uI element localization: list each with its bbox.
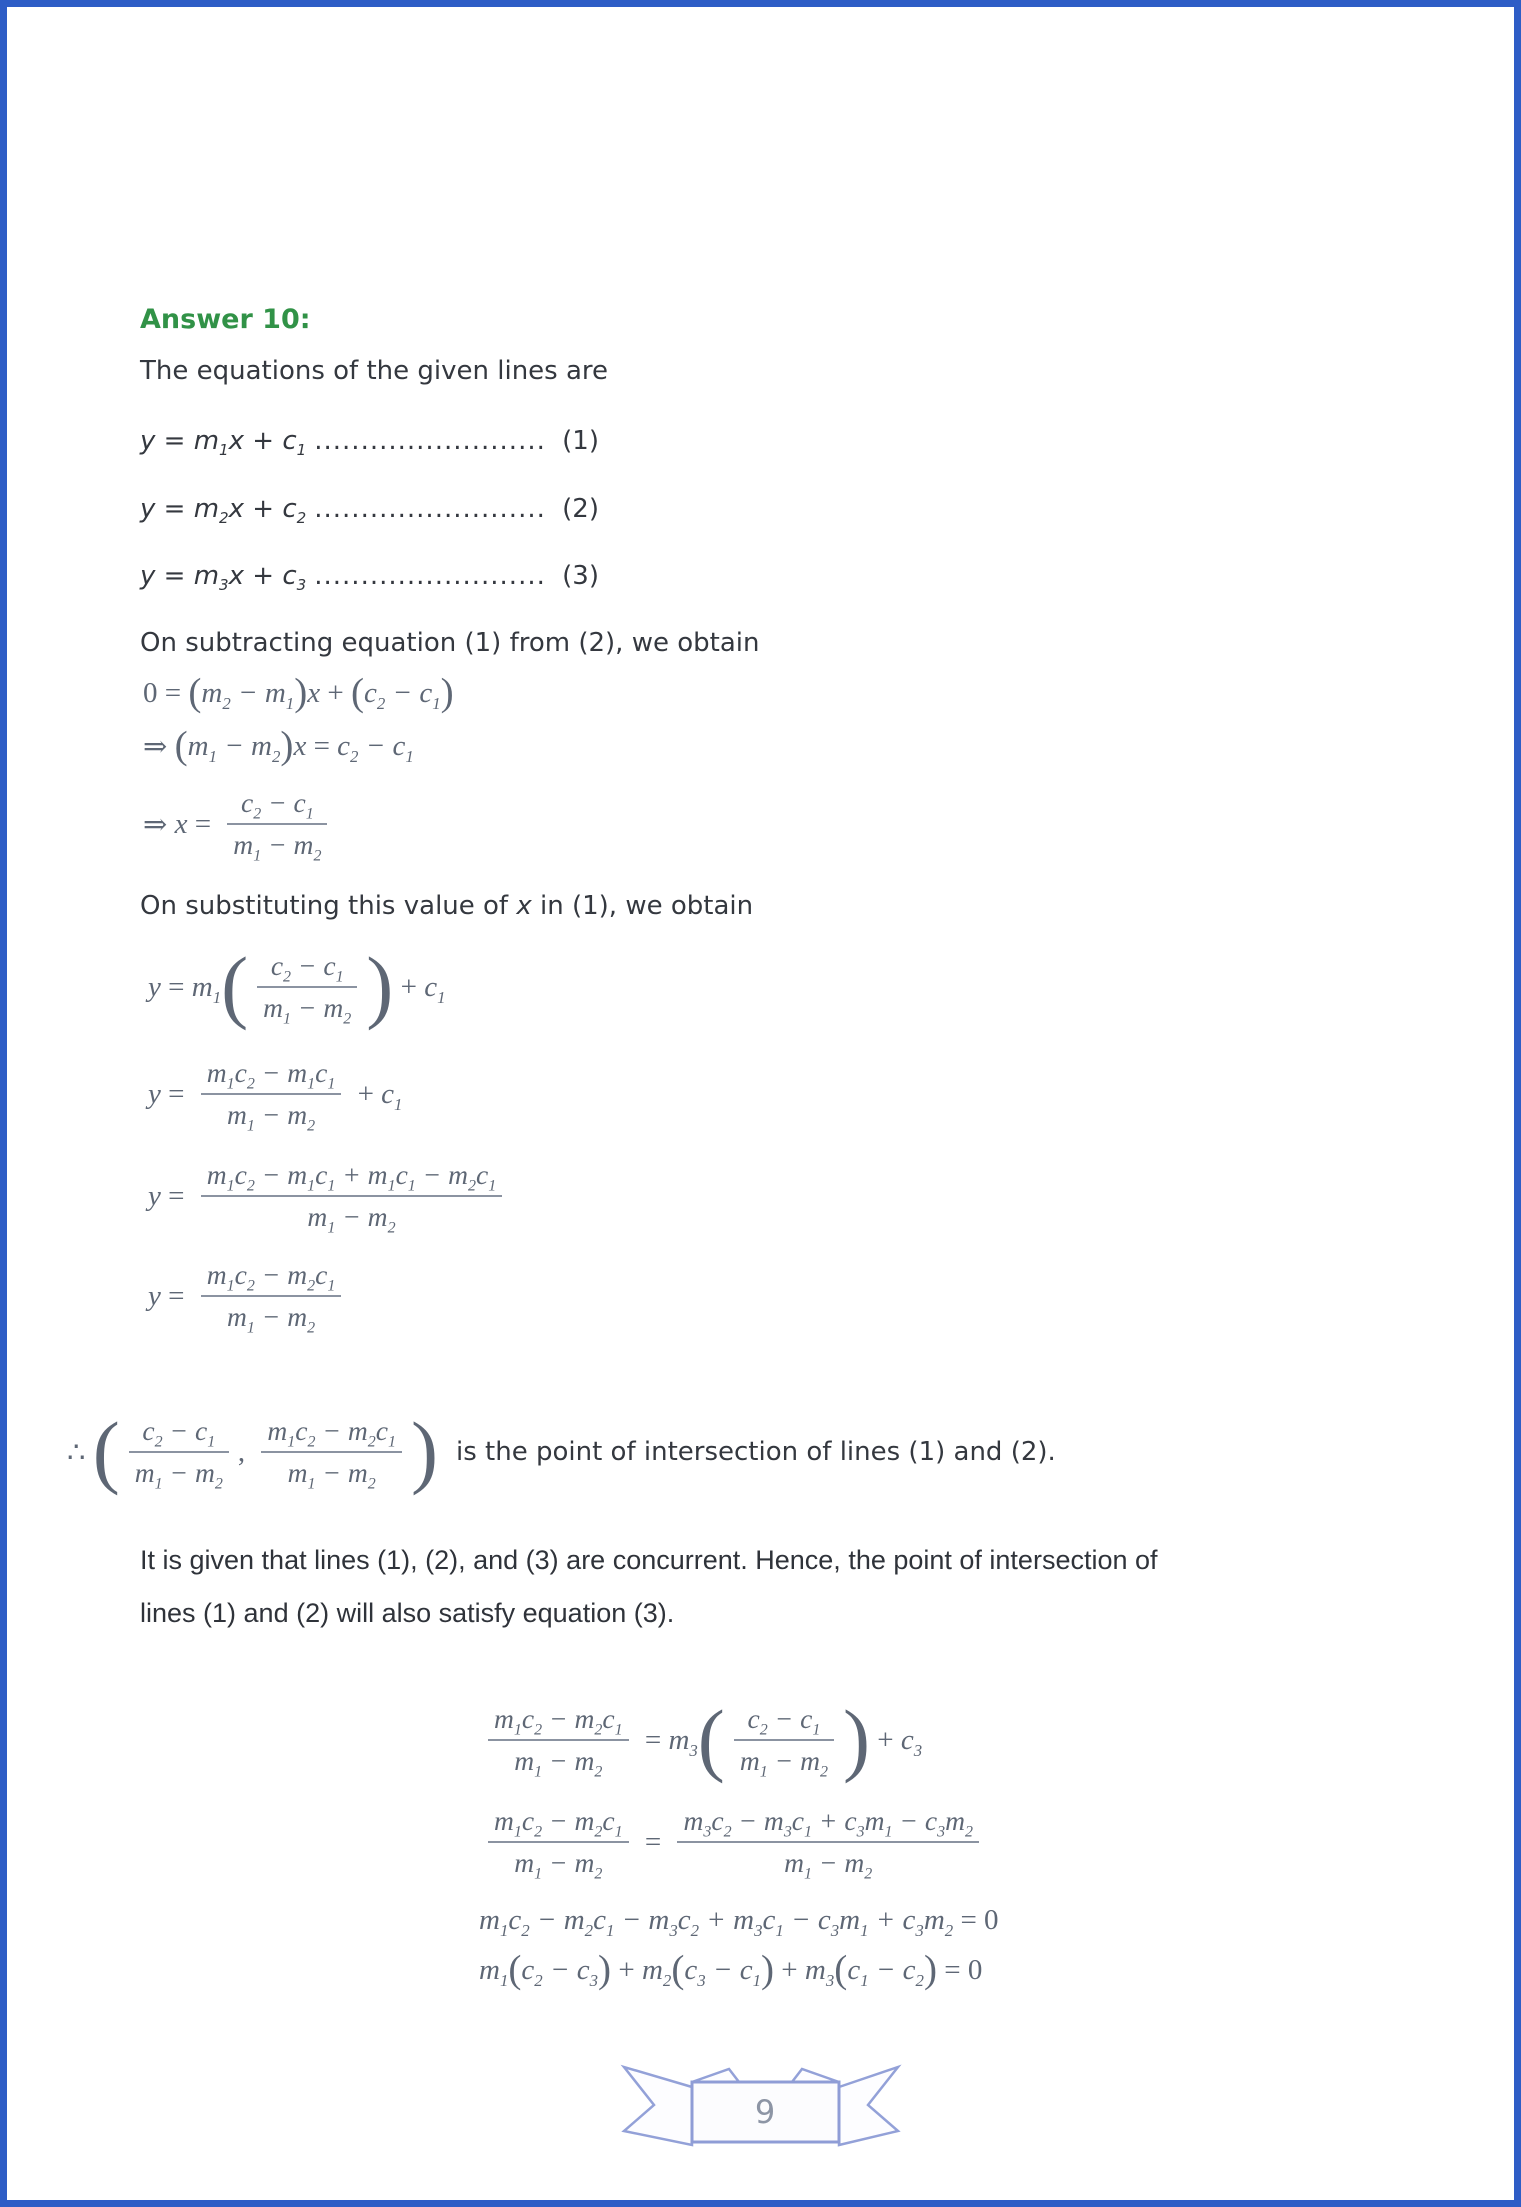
math-line — [143, 775, 336, 873]
math-line — [479, 1897, 999, 1943]
math-text: y — [148, 1077, 161, 1110]
math-text: $m_1 - m_2$ — [263, 992, 352, 1028]
substitute-post: in (1), we obtain — [531, 891, 754, 921]
intersection-point-line — [67, 1395, 1056, 1509]
fraction — [129, 1415, 229, 1493]
math-text: + — [870, 1723, 901, 1756]
fraction-bar — [201, 1093, 342, 1095]
math-text: $m_1c_2 - m_2c_1 - m_3c_2 + m_3c_1 - c_3m_1 + c_3m_2$ — [479, 1903, 954, 1940]
math-line — [148, 1251, 350, 1341]
math-line — [148, 1049, 402, 1139]
fraction-bar — [734, 1739, 834, 1741]
math-text: $m_1c_2 - m_2c_1$ — [494, 1703, 623, 1739]
math-text: $c_2 - c_1$ — [747, 1703, 821, 1739]
fraction-bar — [488, 1739, 629, 1741]
fraction — [227, 787, 327, 865]
math-text: = 0 — [937, 1953, 983, 1986]
math-line — [67, 1395, 438, 1509]
paren-icon: ( — [834, 1948, 848, 1992]
fraction — [201, 1259, 342, 1337]
fraction — [488, 1703, 629, 1781]
math-text: y — [140, 561, 156, 591]
concurrent-line-2: lines (1) and (2) will also satisfy equation (3). — [140, 1598, 675, 1628]
math-text: $m_1 - m_2$ — [739, 1745, 828, 1781]
answer-heading: Answer 10: — [140, 304, 311, 335]
math-text: $c_2 - c_1$ — [337, 729, 414, 766]
fraction — [734, 1703, 834, 1781]
big-paren-icon: ( — [92, 1406, 120, 1497]
math-text: $m_1$ — [479, 1953, 509, 1990]
math-line — [148, 1151, 511, 1241]
math-text: = — [306, 729, 338, 762]
math-text: ......................... — [314, 426, 546, 456]
paren-icon: ( — [508, 1948, 522, 1992]
math-text: = 0 — [953, 1903, 999, 1936]
paren-icon: ) — [761, 1948, 775, 1992]
math-text: x — [293, 729, 307, 762]
math-text: = — [187, 807, 219, 840]
fraction — [201, 1159, 503, 1237]
math-text: = — [160, 1077, 192, 1110]
math-text: y — [148, 1179, 161, 1212]
big-paren-icon: ( — [697, 1694, 725, 1785]
ribbon-right-fold — [792, 2069, 839, 2082]
math-text: $m_1$ — [191, 970, 222, 1007]
math-text: $m_1 - m_2$ — [287, 1457, 376, 1493]
paren-icon: ) — [923, 1948, 937, 1992]
fraction-bar — [261, 1451, 402, 1453]
math-text: $c_1$ — [381, 1077, 403, 1114]
math-text: ⇒ — [143, 808, 175, 841]
ribbon-banner-icon — [611, 2057, 911, 2157]
math-text: + — [244, 494, 283, 524]
fraction — [488, 1805, 629, 1883]
math-text: y — [140, 494, 156, 524]
math-text: ......................... — [314, 561, 546, 591]
substitute-paragraph — [140, 891, 753, 921]
math-text: $m_1c_2 - m_2c_1$ — [267, 1415, 396, 1451]
math-line — [148, 931, 445, 1043]
math-text: $c_3 - c_1$ — [684, 1953, 761, 1990]
math-text: $m_2$ — [641, 1953, 672, 1990]
math-text: $c_2 - c_1$ — [364, 676, 441, 713]
big-paren-icon: ) — [842, 1694, 871, 1785]
math-text: $c_2$ — [282, 494, 307, 528]
math-line — [479, 1943, 982, 1997]
math-text: $m_1 - m_2$ — [514, 1745, 603, 1781]
big-paren-icon: ) — [410, 1406, 439, 1497]
math-text: $c_2 - c_1$ — [240, 787, 314, 823]
math-text: x — [307, 676, 321, 709]
page-number: 9 — [754, 2093, 775, 2131]
fraction — [677, 1805, 979, 1883]
math-text: + — [611, 1953, 642, 1986]
math-text: = — [155, 561, 194, 591]
big-paren-icon: ) — [366, 941, 394, 1032]
paren-icon: ) — [280, 724, 294, 768]
math-text: (3) — [553, 561, 599, 591]
math-text: $m_2x$ — [193, 494, 245, 528]
math-text: $m_3$ — [668, 1723, 698, 1760]
intersection-tail-text: is the point of intersection of lines (1) and (2). — [456, 1437, 1056, 1467]
math-text: $m_1 - m_2$ — [307, 1201, 396, 1237]
math-text: $m_1 - m_2$ — [226, 1301, 316, 1337]
math-text: = — [160, 1179, 192, 1212]
math-text: $m_1c_2 - m_2c_1$ — [494, 1805, 623, 1841]
fraction-bar — [257, 986, 357, 988]
paren-icon: ( — [350, 671, 365, 715]
math-text: = — [155, 494, 194, 524]
math-text: $c_1 - c_2$ — [847, 1953, 924, 1990]
math-text: + — [320, 676, 351, 709]
substitute-pre: On substituting this value of — [140, 891, 517, 921]
math-line — [143, 719, 414, 773]
math-text: = — [160, 1279, 192, 1312]
ribbon-right-tail — [839, 2067, 898, 2145]
math-text: $m_2 - m_1$ — [201, 676, 295, 713]
math-text: $c_2 - c_1$ — [142, 1415, 216, 1451]
math-text: $m_1 - m_2$ — [233, 829, 322, 865]
paren-icon: ( — [174, 724, 188, 768]
math-text: x — [174, 807, 188, 840]
math-text: $m_1 - m_2$ — [784, 1847, 873, 1883]
fraction — [257, 950, 357, 1028]
math-text: $m_1 - m_2$ — [226, 1099, 316, 1135]
paren-icon: ( — [671, 1948, 685, 1992]
paren-icon: ) — [440, 671, 454, 715]
math-text: $c_2 - c_1$ — [270, 950, 344, 986]
ribbon-left-fold — [692, 2069, 739, 2082]
math-text: $c_1$ — [424, 970, 446, 1007]
numbered-equation-2 — [140, 494, 599, 528]
paren-icon: ) — [294, 671, 308, 715]
numbered-equation-1 — [140, 426, 599, 460]
math-text: $m_1c_2 - m_1c_1$ — [206, 1057, 336, 1093]
math-text: 0 = — [143, 676, 189, 709]
math-text: $m_3x$ — [193, 561, 245, 595]
numbered-equation-3 — [140, 561, 599, 595]
concurrent-paragraph — [140, 1545, 1420, 1651]
math-text: , — [237, 1435, 253, 1468]
big-paren-icon: ( — [221, 941, 249, 1032]
fraction-bar — [677, 1841, 979, 1843]
math-text: ∴ — [67, 1436, 93, 1469]
math-text: (2) — [553, 494, 599, 524]
ribbon-left-tail — [624, 2067, 692, 2145]
fraction — [261, 1415, 402, 1493]
math-text: + — [774, 1953, 805, 1986]
fraction-bar — [201, 1295, 342, 1297]
math-text: ......................... — [314, 494, 546, 524]
math-text: + — [350, 1077, 382, 1110]
page-number-ribbon — [611, 2057, 911, 2161]
math-text: $m_1 - m_2$ — [514, 1847, 603, 1883]
math-line — [143, 669, 454, 717]
fraction-bar — [227, 823, 327, 825]
math-text: $m_1x$ — [193, 426, 245, 460]
math-text: $m_3c_2 - m_3c_1 + c_3m_1 - c_3m_2$ — [683, 1805, 973, 1841]
math-text: + — [393, 970, 425, 1003]
paren-icon: ( — [188, 671, 202, 715]
subtract-paragraph: On subtracting equation (1) from (2), we obtain — [140, 628, 760, 658]
fraction-bar — [488, 1841, 629, 1843]
math-text: $c_1$ — [282, 426, 307, 460]
fraction-bar — [129, 1451, 229, 1453]
math-text: $c_3$ — [282, 561, 307, 595]
fraction-bar — [201, 1195, 503, 1197]
math-text: $m_1 - m_2$ — [187, 729, 281, 766]
math-text: $c_3$ — [900, 1723, 923, 1760]
math-text: $m_1 - m_2$ — [134, 1457, 223, 1493]
paren-icon: ) — [598, 1948, 612, 1992]
fraction — [201, 1057, 342, 1135]
math-text: $m_1c_2 - m_2c_1$ — [206, 1259, 336, 1295]
math-text: = — [160, 970, 192, 1003]
math-text: $m_1c_2 - m_1c_1 + m_1c_1 - m_2c_1$ — [206, 1159, 497, 1195]
math-text: ⇒ — [143, 730, 175, 763]
math-text: y — [148, 970, 161, 1003]
concurrent-line-1: It is given that lines (1), (2), and (3) are concurrent. Hence, the point of intersection of — [140, 1545, 1158, 1575]
math-text: + — [244, 561, 283, 591]
intro-paragraph: The equations of the given lines are — [140, 356, 609, 386]
math-text: = — [637, 1825, 669, 1858]
math-text: + — [244, 426, 283, 456]
math-text: y — [140, 426, 156, 456]
math-line — [479, 1795, 988, 1889]
math-text: y — [148, 1279, 161, 1312]
math-text: $m_3$ — [804, 1953, 835, 1990]
math-text: (1) — [553, 426, 599, 456]
math-line — [479, 1687, 922, 1793]
substitute-italic-x: x — [516, 891, 532, 921]
math-text: = — [155, 426, 194, 456]
math-text: $c_2 - c_3$ — [521, 1953, 599, 1990]
math-text: = — [637, 1723, 669, 1756]
